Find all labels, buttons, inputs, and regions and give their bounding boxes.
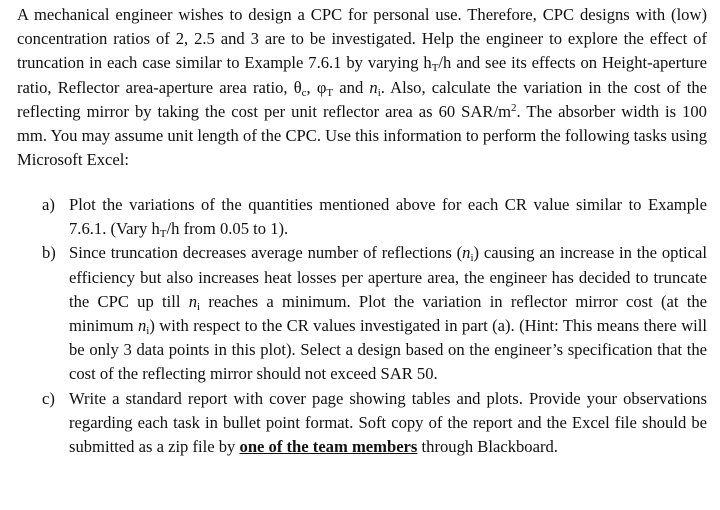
task-b-text-3: reaches a minimum. Plot the variation in reflector mirror cost (at the minimum — [69, 291, 707, 336]
intro-paragraph — [17, 3, 707, 172]
subscript-t: T — [431, 62, 439, 75]
intro-text-6: . The absorber width is 100 mm. You may assume unit length of the CPC. Use this information to perform the following tasks using Microsoft Excel: — [17, 101, 707, 170]
task-text-a — [69, 193, 707, 241]
task-c-underlined-text: one of the team members — [239, 437, 418, 457]
intro-text-2: /h and see its effects on Height-aperture ratio, Reflector area-aperture area ratio, θ — [17, 53, 707, 97]
symbol-n: n — [369, 77, 378, 97]
task-text-b — [69, 241, 707, 386]
task-item-c — [17, 387, 707, 460]
task-b-subscript-i-2: i — [197, 300, 201, 313]
task-b-symbol-n-1: n — [462, 243, 471, 263]
intro-text-4: and — [333, 77, 370, 97]
task-b-subscript-i-1: i — [470, 252, 474, 265]
task-c-text-2: through Blackboard. — [417, 437, 558, 457]
superscript-2: 2 — [510, 101, 517, 114]
task-a-subscript-t: T — [159, 228, 167, 241]
task-marker-a: a) — [42, 195, 55, 214]
task-marker-c: c) — [42, 388, 55, 408]
task-c-text-1: Write a standard report with cover page showing tables and plots. Provide your observations regarding each task in bullet point format. Soft copy of the report and the Excel file should be submitted as a zip file by — [69, 388, 707, 457]
subscript-t-phi: T — [326, 86, 334, 99]
task-a-text-1: Plot the variations of the quantities mentioned above for each CR value similar to Example 7.6.1. (Vary h — [69, 195, 707, 239]
task-b-text-1: Since truncation decreases average number of reflections ( — [69, 243, 463, 263]
task-item-b — [17, 241, 707, 386]
intro-text-3: , φ — [306, 77, 327, 97]
intro-text-1: A mechanical engineer wishes to design a CPC for personal use. Therefore, CPC designs with (low) concentration ratios of 2, 2.5 and 3 are to be investigated. Help the engineer to explore the effect of truncation in each case similar to Example 7.6.1 by varying h — [17, 5, 707, 73]
task-b-symbol-n-2: n — [188, 291, 198, 311]
task-a-text-2: /h from 0.05 to 1). — [166, 219, 289, 239]
task-item-a — [17, 193, 707, 241]
task-text-c — [69, 387, 707, 460]
task-b-text-4: ) with respect to the CR values investigated in part (a). (Hint: This means there will be only 3 data points in this plot). Select a design based on the engineer’s specification that the cost of the reflecting mirror should not exceed SAR 50. — [69, 316, 708, 384]
intro-text-5: . Also, calculate the variation in the cost of the reflecting mirror by taking the cost per unit reflector area as 60 SAR/m — [17, 77, 707, 121]
task-list — [17, 193, 707, 459]
task-marker-b: b) — [42, 243, 56, 263]
task-b-symbol-n-3: n — [137, 316, 147, 336]
task-b-subscript-i-3: i — [146, 325, 150, 338]
task-b-text-2: ) causing an increase in the optical efficiency but also increases heat losses per aperture area, the engineer has decided to truncate the CPC up till — [69, 243, 708, 311]
subscript-c: c — [301, 86, 307, 99]
subscript-i: i — [377, 86, 381, 99]
